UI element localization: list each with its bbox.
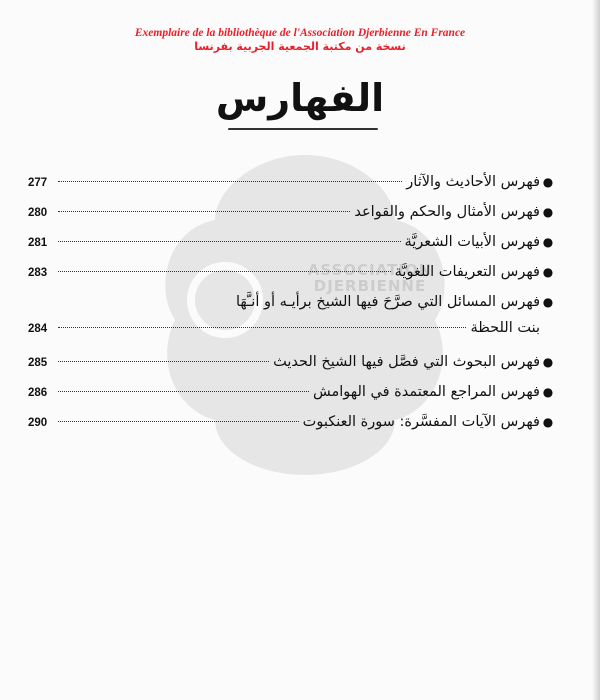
title-flourish — [228, 128, 378, 130]
toc-item-page: 286 — [28, 387, 48, 399]
bullet-icon: ● — [542, 355, 554, 369]
library-stamp-french: Exemplaire de la bibliothèque de l'Association Djerbienne En France — [134, 27, 466, 39]
toc-item-title: فهرس الآيات المفسَّرة: سورة العنكبوت — [302, 414, 540, 430]
toc-item[interactable] — [28, 384, 556, 414]
toc-item-title: فهرس المسائل التي صرَّحَ فيها الشيخ برأيـه أو أنـَّهَا — [235, 294, 540, 310]
toc-item[interactable] — [28, 174, 556, 204]
toc-item-title-continued: بنت اللحظة — [470, 320, 540, 336]
library-stamp — [0, 26, 600, 54]
bullet-icon: ● — [542, 265, 554, 279]
watermark-line-2: DJERBIENNE — [313, 277, 427, 295]
toc-item-page: 281 — [28, 237, 48, 249]
toc-item[interactable] — [28, 261, 556, 294]
toc-item-title: فهرس الأبيات الشعريَّة — [404, 234, 540, 250]
toc-item[interactable] — [28, 414, 556, 444]
toc-item-page: 290 — [28, 417, 48, 429]
toc-item-page: 283 — [28, 267, 48, 279]
toc-item[interactable] — [28, 234, 556, 264]
dot-leader — [58, 361, 269, 362]
toc-item-title: فهرس البحوث التي فصَّل فيها الشيخ الحديث — [273, 354, 540, 370]
dot-leader — [58, 391, 309, 392]
bullet-icon: ● — [542, 385, 554, 399]
bullet-icon: ● — [542, 235, 554, 249]
bullet-icon: ● — [542, 175, 554, 189]
toc-item[interactable] — [28, 294, 556, 354]
bullet-icon: ● — [542, 205, 554, 219]
toc-item[interactable] — [28, 204, 556, 234]
dot-leader — [58, 181, 402, 182]
table-of-contents — [28, 174, 556, 444]
dot-leader — [58, 211, 350, 212]
toc-item-page: 280 — [28, 207, 48, 219]
toc-item-page: 284 — [28, 323, 48, 335]
toc-item-title: فهرس المراجع المعتمدة في الهوامش — [312, 384, 540, 400]
bullet-icon: ● — [542, 415, 554, 429]
watermark-line-1: ASSOCIATION — [307, 261, 433, 279]
dot-leader — [58, 241, 401, 242]
toc-item-page: 285 — [28, 357, 48, 369]
toc-item-title: فهرس الأحاديث والآثار — [406, 174, 540, 190]
toc-item[interactable] — [28, 354, 556, 384]
dot-leader — [58, 421, 299, 422]
toc-item-title: فهرس التعريفات اللغويَّة — [394, 264, 540, 280]
dot-leader — [58, 271, 391, 272]
library-stamp-arabic: نسخة من مكتبة الجمعية الجربية بفرنسا — [194, 40, 406, 53]
bullet-icon: ● — [542, 295, 554, 309]
dot-leader — [58, 327, 466, 328]
toc-item-page: 277 — [28, 177, 48, 189]
page-title: الفهارس — [215, 76, 385, 120]
toc-item-title: فهرس الأمثال والحكم والقواعد — [354, 204, 540, 220]
